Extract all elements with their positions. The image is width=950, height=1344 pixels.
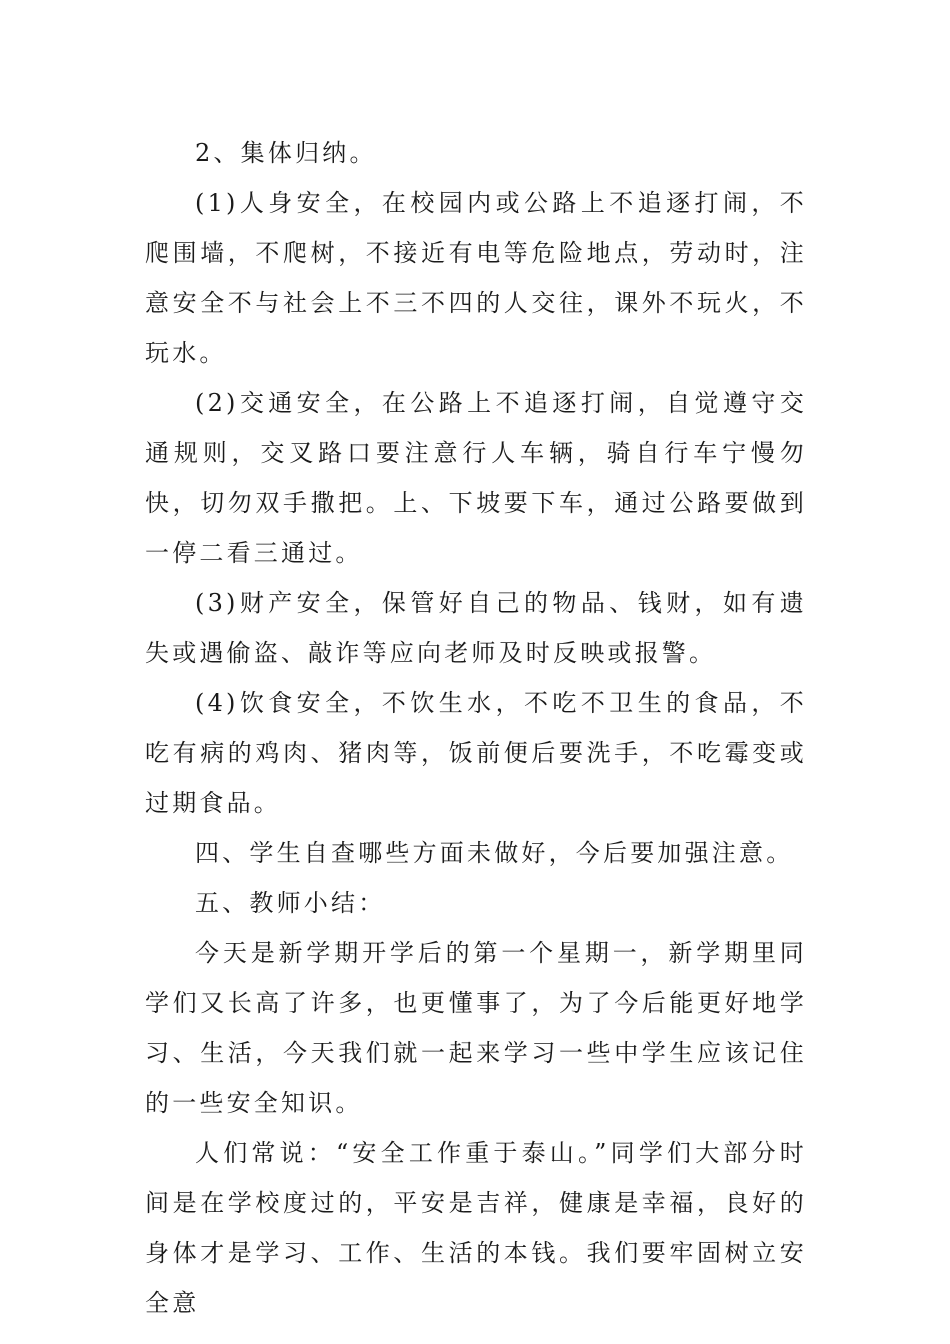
paragraph-teacher-summary-heading: 五、教师小结： (195, 889, 386, 917)
paragraph-traffic-safety: (2)交通安全，在公路上不追逐打闹，自觉遵守交通规则，交叉路口要注意行人车辆，骑自行车宁慢勿快，切勿双手撒把。上、下坡要下车，通过公路要做到一停二看三通过。 (145, 389, 807, 567)
paragraph-self-check: 四、学生自查哪些方面未做好，今后要加强注意。 (195, 839, 794, 867)
document-page (145, 128, 807, 1328)
paragraph-summary-heading: 2、集体归纳。 (195, 139, 377, 167)
paragraph-new-semester: 今天是新学期开学后的第一个星期一，新学期里同学们又长高了许多，也更懂事了，为了今后能更好地学习、生活，今天我们就一起来学习一些中学生应该记住的一些安全知识。 (145, 939, 807, 1117)
paragraph-property-safety: (3)财产安全，保管好自己的物品、钱财，如有遗失或遇偷盗、敲诈等应向老师及时反映或报警。 (145, 589, 807, 667)
paragraph-safety-importance: 人们常说：“安全工作重于泰山。”同学们大部分时间是在学校度过的，平安是吉祥，健康是幸福，良好的身体才是学习、工作、生活的本钱。我们要牢固树立安全意 (145, 1139, 807, 1317)
paragraph-food-safety: (4)饮食安全，不饮生水，不吃不卫生的食品，不吃有病的鸡肉、猪肉等，饭前便后要洗手，不吃霉变或过期食品。 (145, 689, 807, 817)
paragraph-personal-safety: (1)人身安全，在校园内或公路上不追逐打闹，不爬围墙，不爬树，不接近有电等危险地点，劳动时，注意安全不与社会上不三不四的人交往，课外不玩火，不玩水。 (145, 189, 807, 367)
